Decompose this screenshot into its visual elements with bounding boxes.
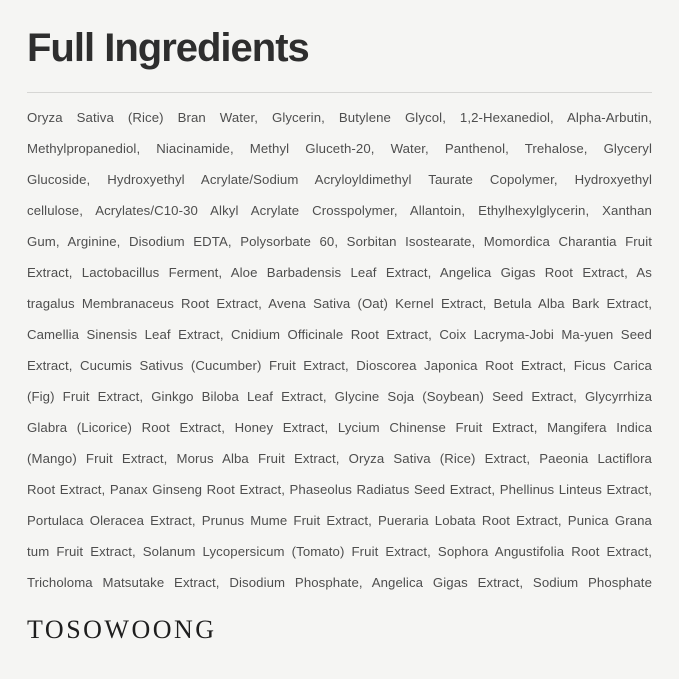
ingredients-line: cellulose, Acrylates/C10-30 Alkyl Acrylate Crosspolymer, Allantoin, Ethylhexylglycerin, Xanthan: [27, 203, 652, 218]
ingredients-line: Extract, Lactobacillus Ferment, Aloe Barbadensis Leaf Extract, Angelica Gigas Root Extract, As: [27, 265, 652, 280]
ingredients-line: Tricholoma Matsutake Extract, Disodium Phosphate, Angelica Gigas Extract, Sodium Phosphate: [27, 575, 652, 590]
ingredients-line: Methylpropanediol, Niacinamide, Methyl Gluceth-20, Water, Panthenol, Trehalose, Glyceryl: [27, 141, 652, 156]
page-title: Full Ingredients: [27, 26, 309, 70]
ingredients-line: Portulaca Oleracea Extract, Prunus Mume Fruit Extract, Pueraria Lobata Root Extract, Punica Grana: [27, 513, 652, 528]
ingredients-line: (Mango) Fruit Extract, Morus Alba Fruit Extract, Oryza Sativa (Rice) Extract, Paeonia Lactiflora: [27, 451, 652, 466]
ingredients-line: Extract, Cucumis Sativus (Cucumber) Fruit Extract, Dioscorea Japonica Root Extract, Ficus Carica: [27, 358, 652, 373]
ingredients-line: tragalus Membranaceus Root Extract, Avena Sativa (Oat) Kernel Extract, Betula Alba Bark Extract,: [27, 296, 652, 311]
ingredients-line: Root Extract, Panax Ginseng Root Extract, Phaseolus Radiatus Seed Extract, Phellinus Linteus Extract,: [27, 482, 652, 497]
ingredients-line: Gum, Arginine, Disodium EDTA, Polysorbate 60, Sorbitan Isostearate, Momordica Charantia Fruit: [27, 234, 652, 249]
ingredients-list: [27, 102, 652, 598]
ingredients-line: Glucoside, Hydroxyethyl Acrylate/Sodium Acryloyldimethyl Taurate Copolymer, Hydroxyethyl: [27, 172, 652, 187]
ingredients-line: (Fig) Fruit Extract, Ginkgo Biloba Leaf Extract, Glycine Soja (Soybean) Seed Extract, Glycyrrhiza: [27, 389, 652, 404]
ingredients-line: Glabra (Licorice) Root Extract, Honey Extract, Lycium Chinense Fruit Extract, Mangifera Indica: [27, 420, 652, 435]
divider: [27, 92, 652, 93]
ingredients-line: Oryza Sativa (Rice) Bran Water, Glycerin, Butylene Glycol, 1,2-Hexanediol, Alpha-Arbutin,: [27, 110, 652, 125]
ingredients-line: tum Fruit Extract, Solanum Lycopersicum (Tomato) Fruit Extract, Sophora Angustifolia Root Extract,: [27, 544, 652, 559]
brand-logo: TOSOWOONG: [27, 615, 217, 644]
ingredients-line: Camellia Sinensis Leaf Extract, Cnidium Officinale Root Extract, Coix Lacryma-Jobi Ma-yuen Seed: [27, 327, 652, 342]
